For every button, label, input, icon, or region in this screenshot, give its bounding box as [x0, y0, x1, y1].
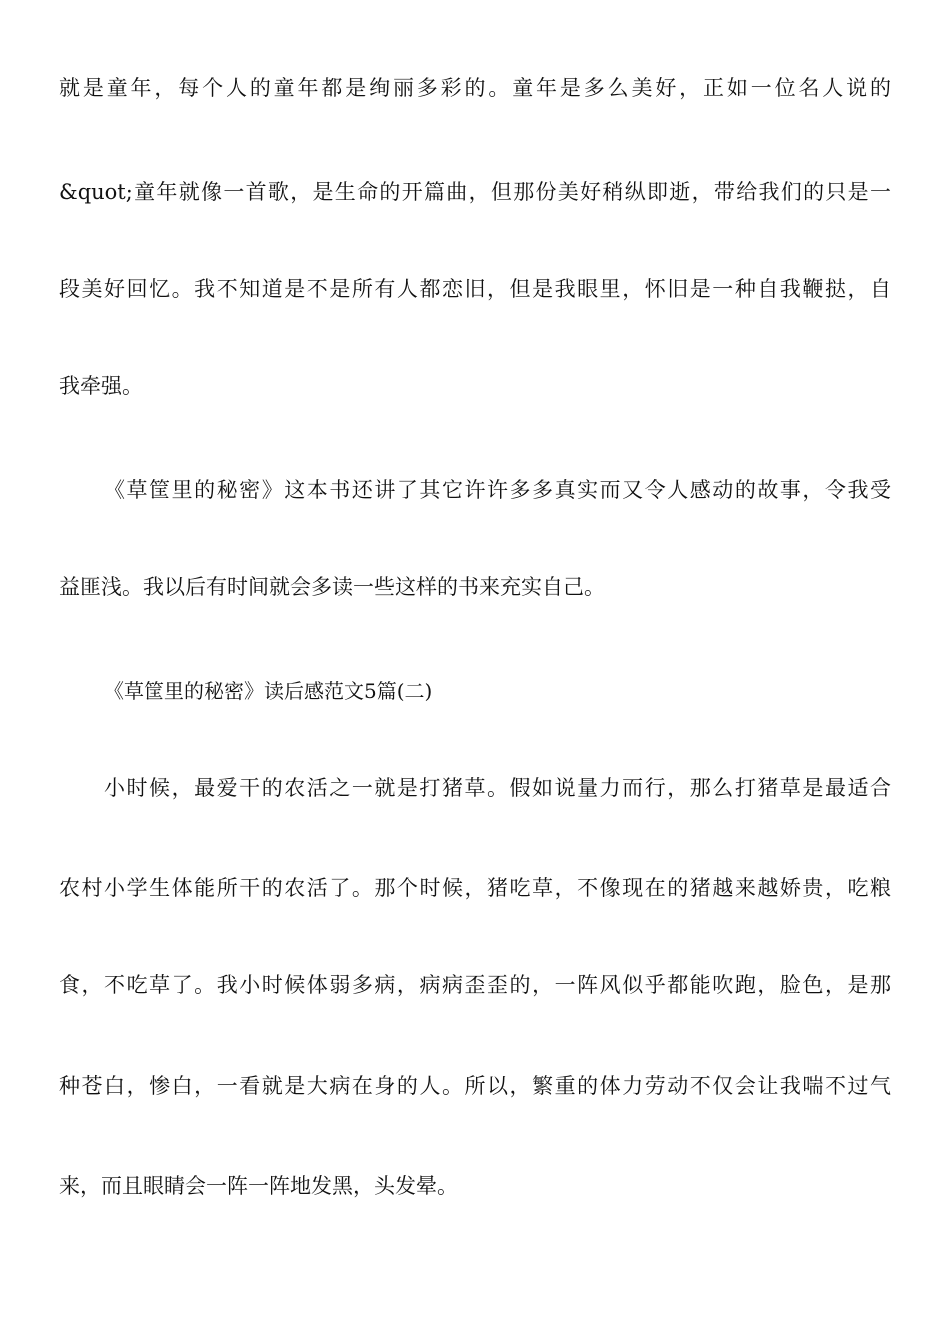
paragraph-line: 就是童年，每个人的童年都是绚丽多彩的。童年是多么美好，正如一位名人说的	[59, 76, 891, 100]
paragraph-line: 种苍白，惨白，一看就是大病在身的人。所以，繁重的体力劳动不仅会让我喘不过气	[59, 1074, 891, 1098]
paragraph-line: 食，不吃草了。我小时候体弱多病，病病歪歪的，一阵风似乎都能吹跑，脸色，是那	[59, 973, 891, 997]
paragraph-line: 小时候，最爱干的农活之一就是打猪草。假如说量力而行，那么打猪草是最适合	[104, 776, 891, 800]
paragraph-line: &quot;童年就像一首歌，是生命的开篇曲，但那份美好稍纵即逝，带给我们的只是一	[59, 180, 891, 204]
paragraph-line: 来，而且眼睛会一阵一阵地发黑，头发晕。	[59, 1174, 458, 1198]
paragraph-line: 段美好回忆。我不知道是不是所有人都恋旧，但是我眼里，怀旧是一种自我鞭挞，自	[59, 277, 891, 301]
paragraph-line: 我牵强。	[59, 374, 143, 398]
paragraph-line: 《草筐里的秘密》这本书还讲了其它许许多多真实而又令人感动的故事，令我受	[104, 478, 891, 502]
section-heading: 《草筐里的秘密》读后感范文5篇(二)	[104, 679, 433, 703]
paragraph-line: 益匪浅。我以后有时间就会多读一些这样的书来充实自己。	[59, 575, 605, 599]
paragraph-line: 农村小学生体能所干的农活了。那个时候，猪吃草，不像现在的猪越来越娇贵，吃粮	[59, 876, 891, 900]
